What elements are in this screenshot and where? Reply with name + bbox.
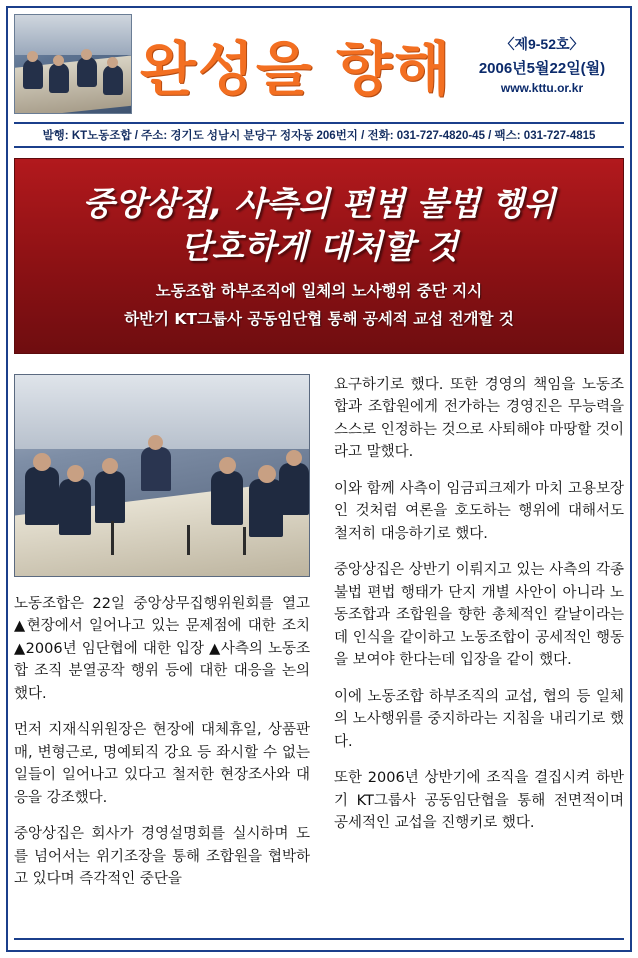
headline-block bbox=[14, 158, 624, 354]
issue-number: 〈제9-52호〉 bbox=[500, 35, 584, 52]
subheadline-line-1: 노동조합 하부조직에 일체의 노사행위 중단 지시 bbox=[155, 281, 483, 300]
article-column-right bbox=[334, 374, 624, 848]
article-body bbox=[14, 374, 624, 934]
article-column-left bbox=[14, 374, 310, 905]
masthead-photo bbox=[14, 14, 132, 114]
headline-line-2: 단호하게 대처할 것 bbox=[179, 227, 458, 266]
article-photo bbox=[14, 374, 310, 577]
masthead-meta bbox=[460, 14, 624, 114]
masthead bbox=[14, 14, 624, 114]
publication-title: 완성을 향해 bbox=[139, 35, 453, 103]
paragraph: 이와 함께 사측이 임금피크제가 마치 고용보장인 것처럼 여론을 호도하는 행위에 대해서도 철저히 대응하기로 했다. bbox=[334, 480, 624, 542]
headline-line-1: 중앙상집, 사측의 편법 불법 행위 bbox=[82, 184, 556, 224]
contact-bar: 발행: KT노동조합 / 주소: 경기도 성남시 분당구 정자동 206번지 / 전화: 031-727-4820-45 / 팩스: 031-727-4815 bbox=[14, 122, 624, 148]
paragraph: 또한 2006년 상반기에 조직을 결집시켜 하반기 KT그룹사 공동임단협을 통해 전면적이며 공세적인 교섭을 진행키로 했다. bbox=[334, 770, 624, 831]
paragraph: 이에 노동조합 하부조직의 교섭, 협의 등 일체의 노사행위를 중지하라는 지침을 내리기로 했다. bbox=[334, 688, 624, 750]
paragraph: 먼저 지재식위원장은 현장에 대체휴일, 상품판매, 변형근로, 명예퇴직 강요 등 좌시할 수 없는 일들이 일어나고 있다고 철저한 현장조사와 대응을 강조했다. bbox=[14, 722, 310, 806]
masthead-title bbox=[132, 14, 460, 114]
footer-divider bbox=[14, 938, 624, 940]
website-url[interactable]: www.kttu.or.kr bbox=[500, 80, 584, 95]
paragraph: 요구하기로 했다. 또한 경영의 책임을 노동조합과 조합원에게 전가하는 경영진은 무능력을 스스로 인정하는 것으로 사퇴해야 마땅할 것이라고 말했다. bbox=[334, 377, 624, 461]
paragraph: 노동조합은 22일 중앙상무집행위원회를 열고 ▲현장에서 일어나고 있는 문제점에 대한 조치 ▲2006년 임단협에 대한 입장 ▲사측의 노동조합 조직 분열공작 행위 등에 대한 대응을 논의했다. bbox=[14, 596, 310, 702]
paragraph: 중앙상집은 회사가 경영설명회를 실시하며 도를 넘어서는 위기조장을 통해 조합원을 협박하고 있다며 즉각적인 중단을 bbox=[14, 826, 310, 888]
publication-date: 2006년5월22일(월) bbox=[478, 59, 606, 77]
subheadline-line-2: 하반기 KT그룹사 공동임단협 통해 공세적 교섭 전개할 것 bbox=[124, 309, 514, 328]
paragraph: 중앙상집은 상반기 이뤄지고 있는 사측의 각종 불법 편법 행태가 단지 개별 사안이 아니라 노동조합과 조합원을 향한 총체적인 칼날이라는데 인식을 같이하고 노동조합이 공세적인 행동을 보여야 한다는데 입장을 같이 했다. bbox=[334, 562, 624, 669]
